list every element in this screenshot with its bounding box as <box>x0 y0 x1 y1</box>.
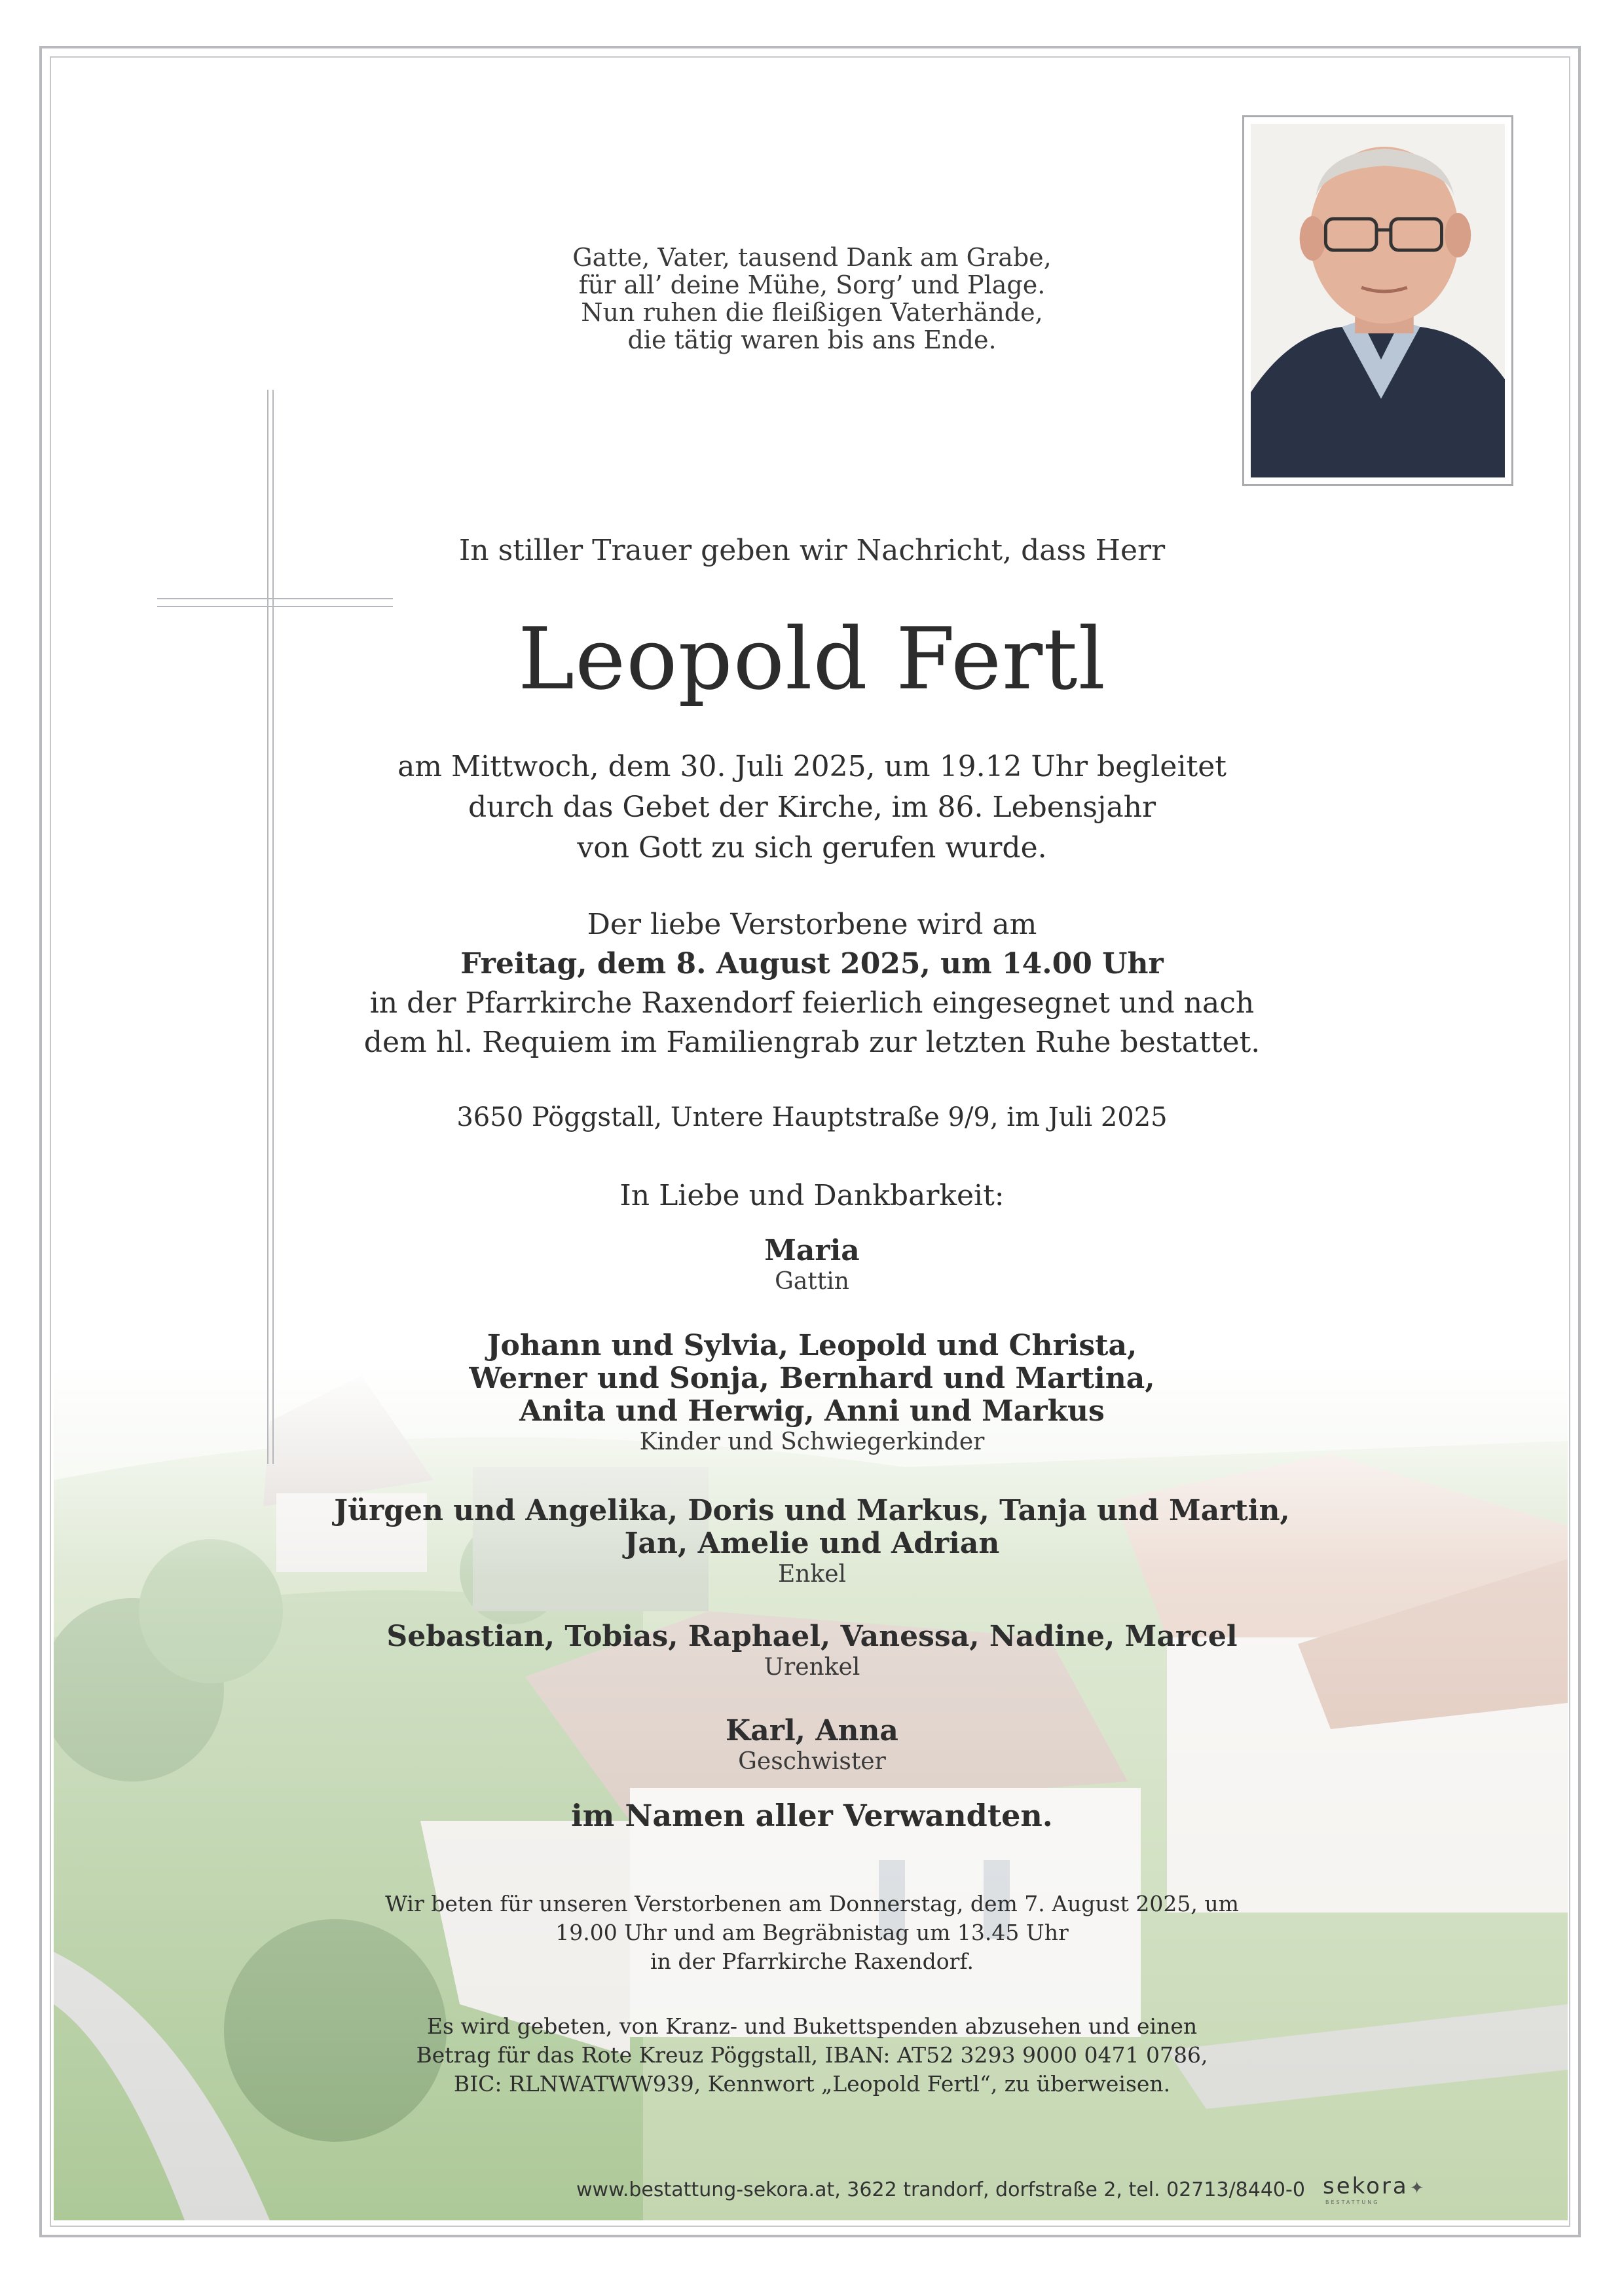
poem-line: für all’ deine Mühe, Sorg’ und Plage. <box>578 271 1046 299</box>
prayer-notice <box>0 1890 1624 1976</box>
mourner-relation: Kinder und Schwiegerkinder <box>639 1428 985 1455</box>
mourner-group-grandchildren <box>0 1495 1624 1589</box>
donation-line: Es wird gebeten, von Kranz- und Bukettspenden abzusehen und einen <box>426 2013 1198 2039</box>
death-notice-line: am Mittwoch, dem 30. Juli 2025, um 19.12 Uhr begleitet <box>397 750 1227 783</box>
death-notice-line: von Gott zu sich gerufen wurde. <box>577 831 1047 865</box>
thanks-line: In Liebe und Dankbarkeit: <box>619 1179 1005 1212</box>
mourner-group-great-grandchildren <box>0 1620 1624 1682</box>
funeral-line: in der Pfarrkirche Raxendorf feierlich eingesegnet und nach <box>369 986 1255 1020</box>
footer-contact: www.bestattung-sekora.at, 3622 trandorf, dorfstraße 2, tel. 02713/8440-0 <box>576 2178 1305 2201</box>
cross-horizontal-bar <box>157 598 393 607</box>
bird-icon: ✦ <box>1409 2178 1426 2198</box>
mourner-names: Werner und Sonja, Bernhard und Martina, <box>469 1362 1155 1395</box>
mourner-names: Jan, Amelie und Adrian <box>624 1527 1000 1560</box>
funeral-line: Der liebe Verstorbene wird am <box>587 908 1037 941</box>
mourner-names: Karl, Anna <box>726 1714 898 1747</box>
logo-text: sekora <box>1323 2173 1409 2199</box>
deceased-name: Leopold Fertl <box>517 609 1107 709</box>
death-notice <box>0 747 1624 868</box>
memorial-poem <box>0 244 1624 354</box>
funeral-home-logo <box>1323 2173 1426 2205</box>
donation-line: BIC: RLNWATWW939, Kennwort „Leopold Fertl“, zu überweisen. <box>453 2071 1171 2097</box>
funeral-notice <box>0 905 1624 1062</box>
intro-line: In stiller Trauer geben wir Nachricht, dass Herr <box>458 534 1166 567</box>
closing-line: im Namen aller Verwandten. <box>571 1798 1053 1833</box>
mourner-names: Jürgen und Angelika, Doris und Markus, Tanja und Martin, <box>334 1494 1290 1527</box>
mourner-relation: Enkel <box>777 1561 847 1588</box>
address-line: 3650 Pöggstall, Untere Hauptstraße 9/9, im Juli 2025 <box>456 1102 1168 1132</box>
mourner-relation: Urenkel <box>764 1654 860 1681</box>
poem-line: Nun ruhen die fleißigen Vaterhände, <box>581 298 1043 327</box>
poem-line: die tätig waren bis ans Ende. <box>627 326 997 354</box>
mourner-names: Maria <box>764 1234 860 1267</box>
poem-line: Gatte, Vater, tausend Dank am Grabe, <box>572 243 1052 272</box>
logo-subtitle: BESTATTUNG <box>1325 2199 1380 2205</box>
mourner-relation: Geschwister <box>738 1748 886 1775</box>
donation-line: Betrag für das Rote Kreuz Pöggstall, IBAN: AT52 3293 9000 0471 0786, <box>416 2042 1208 2068</box>
donation-notice <box>0 2012 1624 2099</box>
death-notice-line: durch das Gebet der Kirche, im 86. Lebensjahr <box>468 791 1156 824</box>
funeral-line: dem hl. Requiem im Familiengrab zur letzten Ruhe bestattet. <box>363 1026 1261 1059</box>
prayer-line: Wir beten für unseren Verstorbenen am Donnerstag, dem 7. August 2025, um <box>385 1891 1239 1916</box>
prayer-line: 19.00 Uhr und am Begräbnistag um 13.45 Uhr <box>555 1920 1069 1945</box>
funeral-date: Freitag, dem 8. August 2025, um 14.00 Uhr <box>460 947 1164 980</box>
mourner-group-spouse <box>0 1235 1624 1296</box>
mourner-group-siblings <box>0 1715 1624 1776</box>
mourner-names: Sebastian, Tobias, Raphael, Vanessa, Nadine, Marcel <box>386 1620 1238 1653</box>
mourner-relation: Gattin <box>775 1268 849 1295</box>
mourner-names: Johann und Sylvia, Leopold und Christa, <box>487 1329 1137 1362</box>
mourner-names: Anita und Herwig, Anni und Markus <box>519 1394 1105 1428</box>
prayer-line: in der Pfarrkirche Raxendorf. <box>650 1949 974 1974</box>
mourner-group-children <box>0 1330 1624 1457</box>
